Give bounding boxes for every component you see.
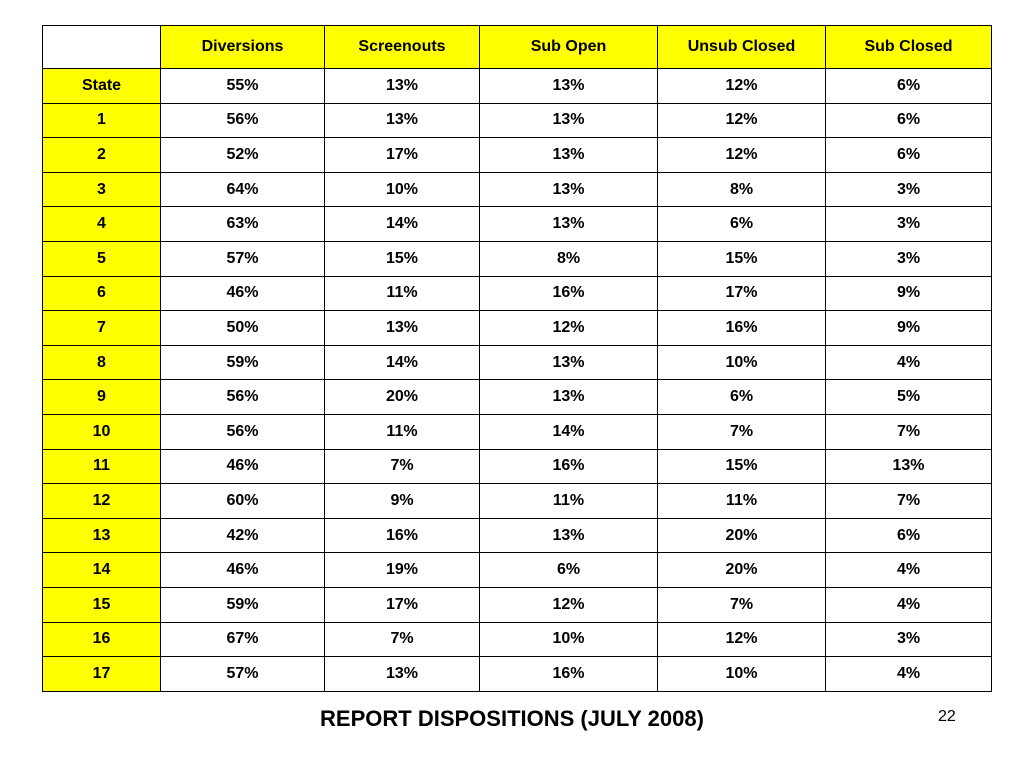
table-cell: 6% [826, 103, 992, 138]
table-cell: 11% [325, 276, 480, 311]
table-cell: 13% [480, 172, 658, 207]
table-row [43, 311, 992, 346]
report-title: REPORT DISPOSITIONS (JULY 2008) [320, 706, 704, 731]
table-cell: 42% [161, 518, 325, 553]
table-row [43, 241, 992, 276]
row-header: 15 [43, 587, 161, 622]
table-cell: 14% [325, 207, 480, 242]
table-cell: 12% [658, 622, 826, 657]
header-row [43, 26, 992, 69]
table-row [43, 207, 992, 242]
row-header: 14 [43, 553, 161, 588]
row-header: 12 [43, 484, 161, 519]
table-cell: 11% [480, 484, 658, 519]
row-header: 2 [43, 138, 161, 173]
table-cell: 13% [480, 69, 658, 104]
table-cell: 7% [826, 414, 992, 449]
table-cell: 4% [826, 345, 992, 380]
table-cell: 6% [826, 138, 992, 173]
table-row [43, 518, 992, 553]
row-header: 6 [43, 276, 161, 311]
table-cell: 50% [161, 311, 325, 346]
table-cell: 6% [826, 518, 992, 553]
table-cell: 9% [325, 484, 480, 519]
row-header: 11 [43, 449, 161, 484]
table-row [43, 449, 992, 484]
table-body [43, 69, 992, 692]
table-cell: 63% [161, 207, 325, 242]
column-header: Diversions [161, 26, 325, 69]
table-header [43, 26, 992, 69]
table-cell: 7% [658, 414, 826, 449]
column-header: Sub Open [480, 26, 658, 69]
table-cell: 59% [161, 587, 325, 622]
table-cell: 19% [325, 553, 480, 588]
table-cell: 6% [826, 69, 992, 104]
table-cell: 7% [658, 587, 826, 622]
table-row [43, 138, 992, 173]
table-cell: 56% [161, 380, 325, 415]
table-cell: 56% [161, 103, 325, 138]
table-cell: 6% [480, 553, 658, 588]
row-header: 13 [43, 518, 161, 553]
row-header: 1 [43, 103, 161, 138]
table-row [43, 172, 992, 207]
row-header: 8 [43, 345, 161, 380]
table-cell: 10% [325, 172, 480, 207]
table-row [43, 587, 992, 622]
column-header: Screenouts [325, 26, 480, 69]
table-cell: 11% [658, 484, 826, 519]
table-cell: 13% [480, 103, 658, 138]
table-cell: 57% [161, 241, 325, 276]
table-row [43, 414, 992, 449]
table-row [43, 69, 992, 104]
table-cell: 16% [480, 276, 658, 311]
table-cell: 10% [658, 345, 826, 380]
row-header: 3 [43, 172, 161, 207]
column-header: Sub Closed [826, 26, 992, 69]
table-cell: 17% [325, 587, 480, 622]
row-header: 7 [43, 311, 161, 346]
table-cell: 9% [826, 276, 992, 311]
table-cell: 46% [161, 276, 325, 311]
column-header: Unsub Closed [658, 26, 826, 69]
table-cell: 46% [161, 553, 325, 588]
table-cell: 15% [658, 241, 826, 276]
table-cell: 13% [325, 657, 480, 692]
table-cell: 20% [658, 553, 826, 588]
dispositions-table [42, 25, 992, 692]
table-cell: 8% [658, 172, 826, 207]
table-cell: 13% [480, 138, 658, 173]
table-cell: 10% [480, 622, 658, 657]
table-cell: 13% [480, 518, 658, 553]
row-header: 5 [43, 241, 161, 276]
table-cell: 57% [161, 657, 325, 692]
table-cell: 59% [161, 345, 325, 380]
table-cell: 55% [161, 69, 325, 104]
table-cell: 12% [658, 103, 826, 138]
table-cell: 17% [658, 276, 826, 311]
table-cell: 13% [480, 345, 658, 380]
table-row [43, 380, 992, 415]
table-cell: 6% [658, 207, 826, 242]
table-cell: 5% [826, 380, 992, 415]
table-cell: 16% [325, 518, 480, 553]
table-cell: 12% [480, 587, 658, 622]
row-header: 4 [43, 207, 161, 242]
table-cell: 7% [325, 622, 480, 657]
table-cell: 3% [826, 207, 992, 242]
table-cell: 11% [325, 414, 480, 449]
table-row [43, 276, 992, 311]
table-cell: 13% [826, 449, 992, 484]
table-cell: 10% [658, 657, 826, 692]
table-cell: 13% [480, 380, 658, 415]
table-cell: 4% [826, 553, 992, 588]
row-header: State [43, 69, 161, 104]
row-header: 9 [43, 380, 161, 415]
table-cell: 13% [325, 311, 480, 346]
table-cell: 7% [826, 484, 992, 519]
table-row [43, 103, 992, 138]
table-cell: 17% [325, 138, 480, 173]
table-row [43, 622, 992, 657]
table-cell: 4% [826, 587, 992, 622]
table-cell: 12% [658, 69, 826, 104]
table-cell: 20% [325, 380, 480, 415]
corner-cell [43, 26, 161, 69]
table-cell: 12% [658, 138, 826, 173]
table-cell: 64% [161, 172, 325, 207]
row-header: 17 [43, 657, 161, 692]
table-cell: 67% [161, 622, 325, 657]
table-cell: 46% [161, 449, 325, 484]
table-cell: 15% [325, 241, 480, 276]
row-header: 16 [43, 622, 161, 657]
table-cell: 16% [480, 449, 658, 484]
table-row [43, 657, 992, 692]
table-row [43, 345, 992, 380]
table-row [43, 484, 992, 519]
table-cell: 3% [826, 241, 992, 276]
table-cell: 16% [480, 657, 658, 692]
table-cell: 4% [826, 657, 992, 692]
table-cell: 52% [161, 138, 325, 173]
table-cell: 6% [658, 380, 826, 415]
table-cell: 15% [658, 449, 826, 484]
table-cell: 20% [658, 518, 826, 553]
table-cell: 8% [480, 241, 658, 276]
table-cell: 14% [480, 414, 658, 449]
table-cell: 12% [480, 311, 658, 346]
table-cell: 7% [325, 449, 480, 484]
table-cell: 13% [480, 207, 658, 242]
table-cell: 56% [161, 414, 325, 449]
table-cell: 14% [325, 345, 480, 380]
table-cell: 60% [161, 484, 325, 519]
table-cell: 3% [826, 172, 992, 207]
table-cell: 13% [325, 69, 480, 104]
table-cell: 3% [826, 622, 992, 657]
row-header: 10 [43, 414, 161, 449]
page-number: 22 [938, 708, 956, 725]
table-cell: 9% [826, 311, 992, 346]
table-row [43, 553, 992, 588]
table-cell: 16% [658, 311, 826, 346]
table-cell: 13% [325, 103, 480, 138]
